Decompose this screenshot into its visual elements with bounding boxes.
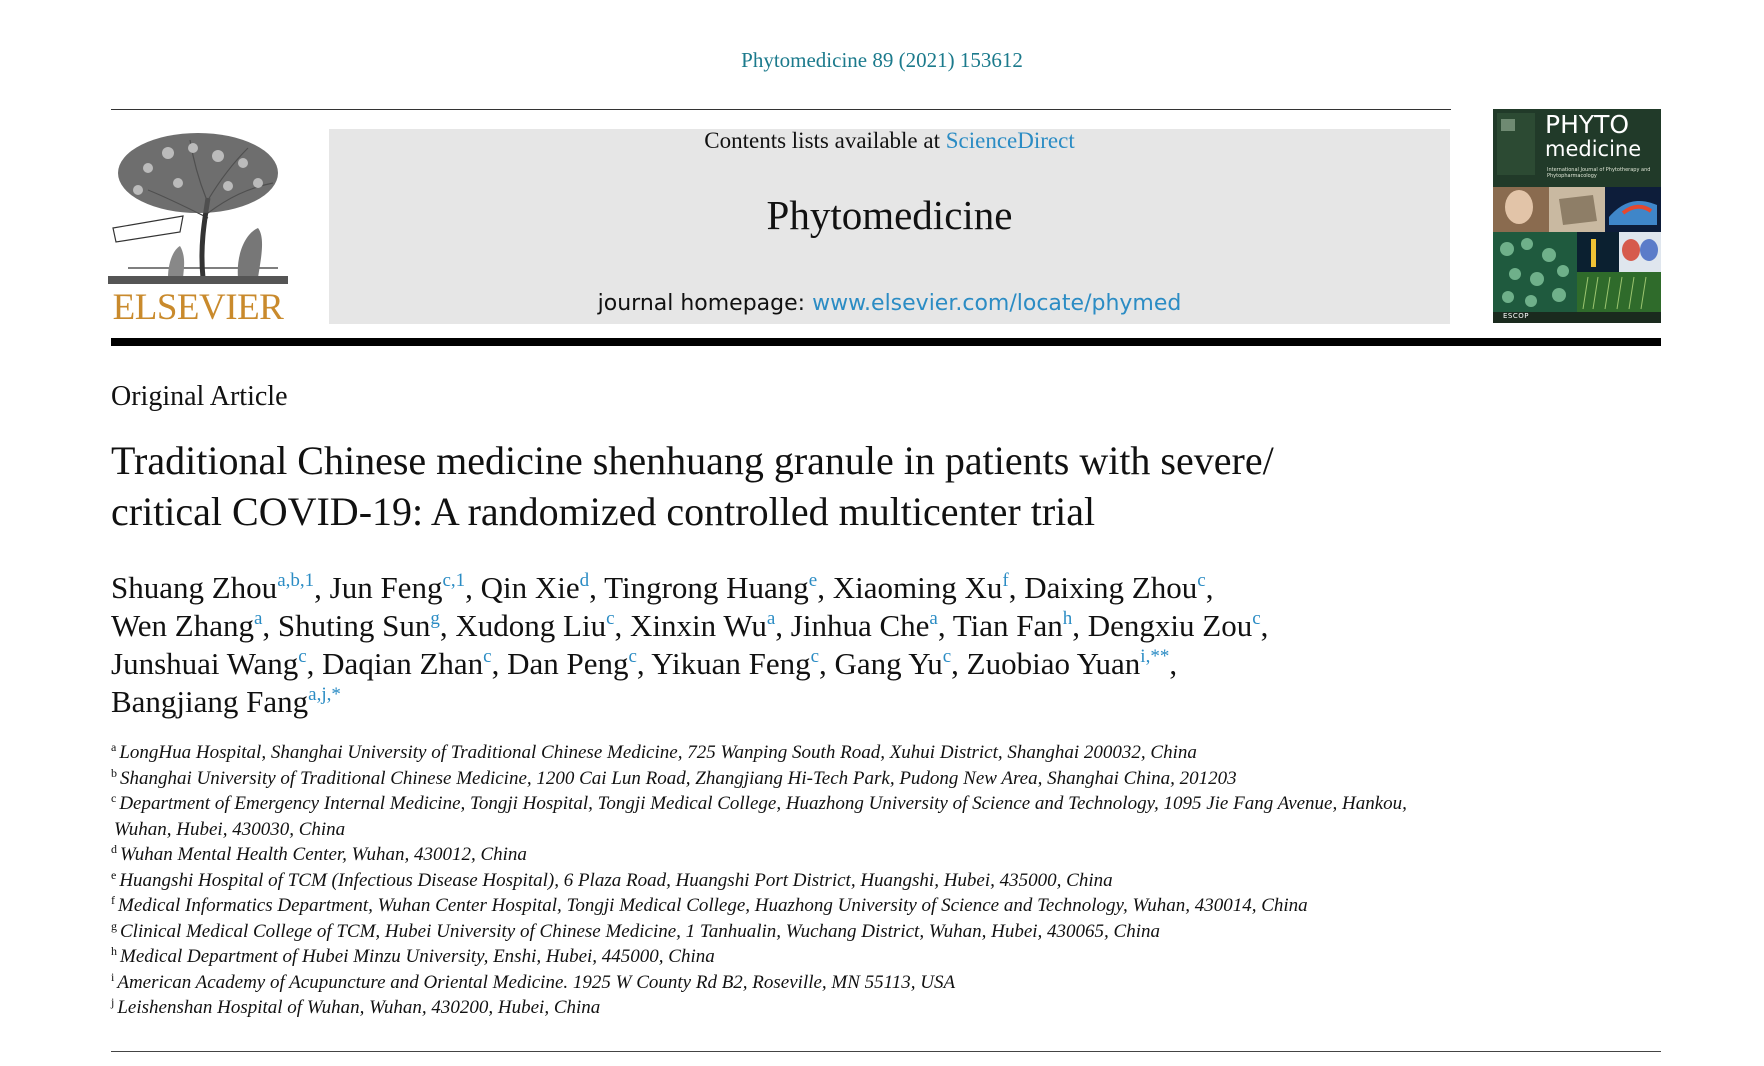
homepage-prefix: journal homepage: [597,291,813,316]
author-separator: , [491,646,508,681]
author-name[interactable]: Xinxin Wu [630,608,767,643]
author-list [111,569,1531,721]
author-separator: , [775,608,791,643]
author-name[interactable]: Yikuan Feng [651,646,811,681]
journal-homepage-link[interactable]: www.elsevier.com/locate/phymed [812,291,1182,316]
affiliation-item [111,919,1531,945]
affiliation-text: Medical Department of Hubei Minzu University, Enshi, Hubei, 445000, China [120,946,715,967]
article-type: Original Article [111,381,288,412]
author-separator: , [589,570,605,605]
affiliation-letter: c [111,791,117,805]
author-separator: , [614,608,631,643]
affiliation-item [111,766,1531,792]
affiliation-letter: g [111,918,117,933]
author-name[interactable]: Daixing Zhou [1024,570,1198,605]
journal-cover[interactable] [1493,109,1661,323]
affiliation-letter: d [111,842,117,856]
affiliation-item [111,944,1531,970]
affiliation-text: Department of Emergency Internal Medicine, Tongji Hospital, Tongji Medical College, Huazhong University of Science and Technology, 1095 Jie Fang Avenue, Hankou, [119,793,1407,814]
author-name[interactable]: Zuobiao Yuan [966,646,1141,681]
affiliation-item [111,842,1531,868]
author-name[interactable]: Jinhua Che [790,608,930,643]
author-affiliation-ref[interactable]: c [298,646,307,667]
author-separator: , [306,646,323,681]
contents-prefix: Contents lists available at [704,128,946,153]
author-affiliation-ref[interactable]: c [810,646,820,667]
author-affiliation-ref[interactable]: a [253,608,263,629]
author-affiliation-ref[interactable]: c [942,646,952,667]
author-affiliation-ref[interactable]: a,b,1 [277,570,315,591]
elsevier-wordmark: ELSEVIER [112,287,284,328]
footer-divider [111,1051,1661,1052]
author-separator: , [1072,608,1088,643]
author-affiliation-ref[interactable]: c [483,646,492,667]
affiliation-text: Clinical Medical College of TCM, Hubei University of Chinese Medicine, 1 Tanhualin, Wuchang District, Wuhan, Hubei, 430065, China [120,920,1160,942]
affiliation-text: Wuhan, Hubei, 430030, China [114,818,346,840]
cover-title-line2: medicine [1545,137,1642,161]
affiliation-letter: a [111,740,117,754]
sciencedirect-link[interactable]: ScienceDirect [945,128,1075,153]
author-line [111,645,1531,683]
article-title [111,435,1511,537]
author-affiliation-ref[interactable]: e [808,570,818,591]
author-name[interactable]: Xudong Liu [455,608,607,643]
author-separator: , [817,570,833,605]
author-name[interactable]: Bangjiang Fang [111,684,309,719]
affiliation-text: American Academy of Acupuncture and Oriental Medicine. 1925 W County Rd B2, Roseville, MN 55113, USA [117,971,956,993]
author-name[interactable]: Tingrong Huang [604,570,809,605]
author-affiliation-ref[interactable]: i,** [1140,646,1170,667]
affiliation-item [111,868,1531,894]
affiliation-text: Shanghai University of Traditional Chinese Medicine, 1200 Cai Lun Road, Zhangjiang Hi-Tech Park, Pudong New Area, Shanghai China, 201203 [120,767,1237,789]
affiliation-text: LongHua Hospital, Shanghai University of Traditional Chinese Medicine, 725 Wanping South Road, Xuhui District, Shanghai 200032, China [119,742,1197,763]
author-affiliation-ref[interactable]: h [1062,608,1073,629]
author-name[interactable]: Shuting Sun [277,608,431,643]
author-separator: , [636,646,652,681]
author-line [111,607,1531,645]
affiliation-list [111,740,1531,1021]
elsevier-tree-icon [108,128,288,286]
homepage-line [329,291,1450,316]
affiliation-letter: f [111,893,115,907]
affiliation-item [111,740,1531,766]
affiliation-letter: e [111,867,117,882]
author-separator: , [314,570,330,605]
affiliation-text: Huangshi Hospital of TCM (Infectious Disease Hospital), 6 Plaza Road, Huangshi Port District, Huangshi, Hubei, 435000, China [119,869,1113,891]
journal-citation[interactable]: Phytomedicine 89 (2021) 153612 [741,48,1023,72]
author-name[interactable]: Gang Yu [834,646,943,681]
journal-banner [329,129,1450,324]
affiliation-text: Wuhan Mental Health Center, Wuhan, 430012, China [120,844,527,865]
author-name[interactable]: Jun Feng [329,570,443,605]
affiliation-item [111,893,1531,919]
affiliation-item [111,970,1531,996]
author-separator: , [937,608,953,643]
author-separator: , [1260,608,1269,643]
title-line: critical COVID-19: A randomized controlled multicenter trial [111,489,1096,534]
affiliation-item [111,791,1531,817]
author-affiliation-ref[interactable]: c [628,646,637,667]
cover-subtitle: International Journal of Phytotherapy and Phytopharmacology [1547,167,1651,179]
affiliation-item [111,995,1531,1021]
cover-title-line1: PHYTO [1545,110,1630,139]
author-affiliation-ref[interactable]: c [606,608,615,629]
contents-line [329,129,1450,153]
author-name[interactable]: Wen Zhang [111,608,254,643]
author-affiliation-ref[interactable]: c [1252,608,1261,629]
cover-footer: ESCOP [1503,312,1529,320]
affiliation-letter: j [111,995,115,1009]
author-name[interactable]: Dengxiu Zou [1087,608,1253,643]
affiliation-text: Leishenshan Hospital of Wuhan, Wuhan, 430200, Hubei, China [117,997,601,1018]
affiliation-item [111,817,1531,843]
affiliation-letter: h [111,944,117,958]
author-separator: , [262,608,278,643]
author-name[interactable]: Dan Peng [507,646,629,681]
author-name[interactable]: Tian Fan [952,608,1063,643]
author-affiliation-ref[interactable]: d [579,570,590,591]
author-affiliation-ref[interactable]: g [430,608,440,629]
top-divider [111,109,1451,110]
author-name[interactable]: Qin Xie [480,570,580,605]
author-affiliation-ref[interactable]: a,j,* [308,684,341,705]
author-affiliation-ref[interactable]: f [1002,570,1009,591]
elsevier-logo[interactable] [108,128,288,330]
journal-title: Phytomedicine [766,192,1013,238]
author-line [111,569,1531,607]
author-name[interactable]: Shuang Zhou [111,570,278,605]
author-line [111,683,1531,721]
header-divider [111,338,1661,346]
author-name[interactable]: Xiaoming Xu [832,570,1003,605]
author-separator: , [951,646,967,681]
author-affiliation-ref[interactable]: c [1197,570,1206,591]
title-line: Traditional Chinese medicine shenhuang granule in patients with severe/ [111,438,1274,483]
author-separator: , [1169,646,1178,681]
author-separator: , [439,608,456,643]
author-separator: , [1008,570,1025,605]
author-separator: , [465,570,481,605]
affiliation-letter: i [111,969,115,984]
affiliation-letter: b [111,765,117,780]
author-separator: , [819,646,835,681]
author-affiliation-ref[interactable]: a [766,608,776,629]
author-affiliation-ref[interactable]: c,1 [442,570,466,591]
affiliation-text: Medical Informatics Department, Wuhan Center Hospital, Tongji Medical College, Huazhong University of Science and Technology, Wuhan, 430014, China [118,895,1308,916]
author-separator: , [1205,570,1214,605]
author-name[interactable]: Daqian Zhan [322,646,484,681]
author-name[interactable]: Junshuai Wang [111,646,299,681]
author-affiliation-ref[interactable]: a [929,608,938,629]
